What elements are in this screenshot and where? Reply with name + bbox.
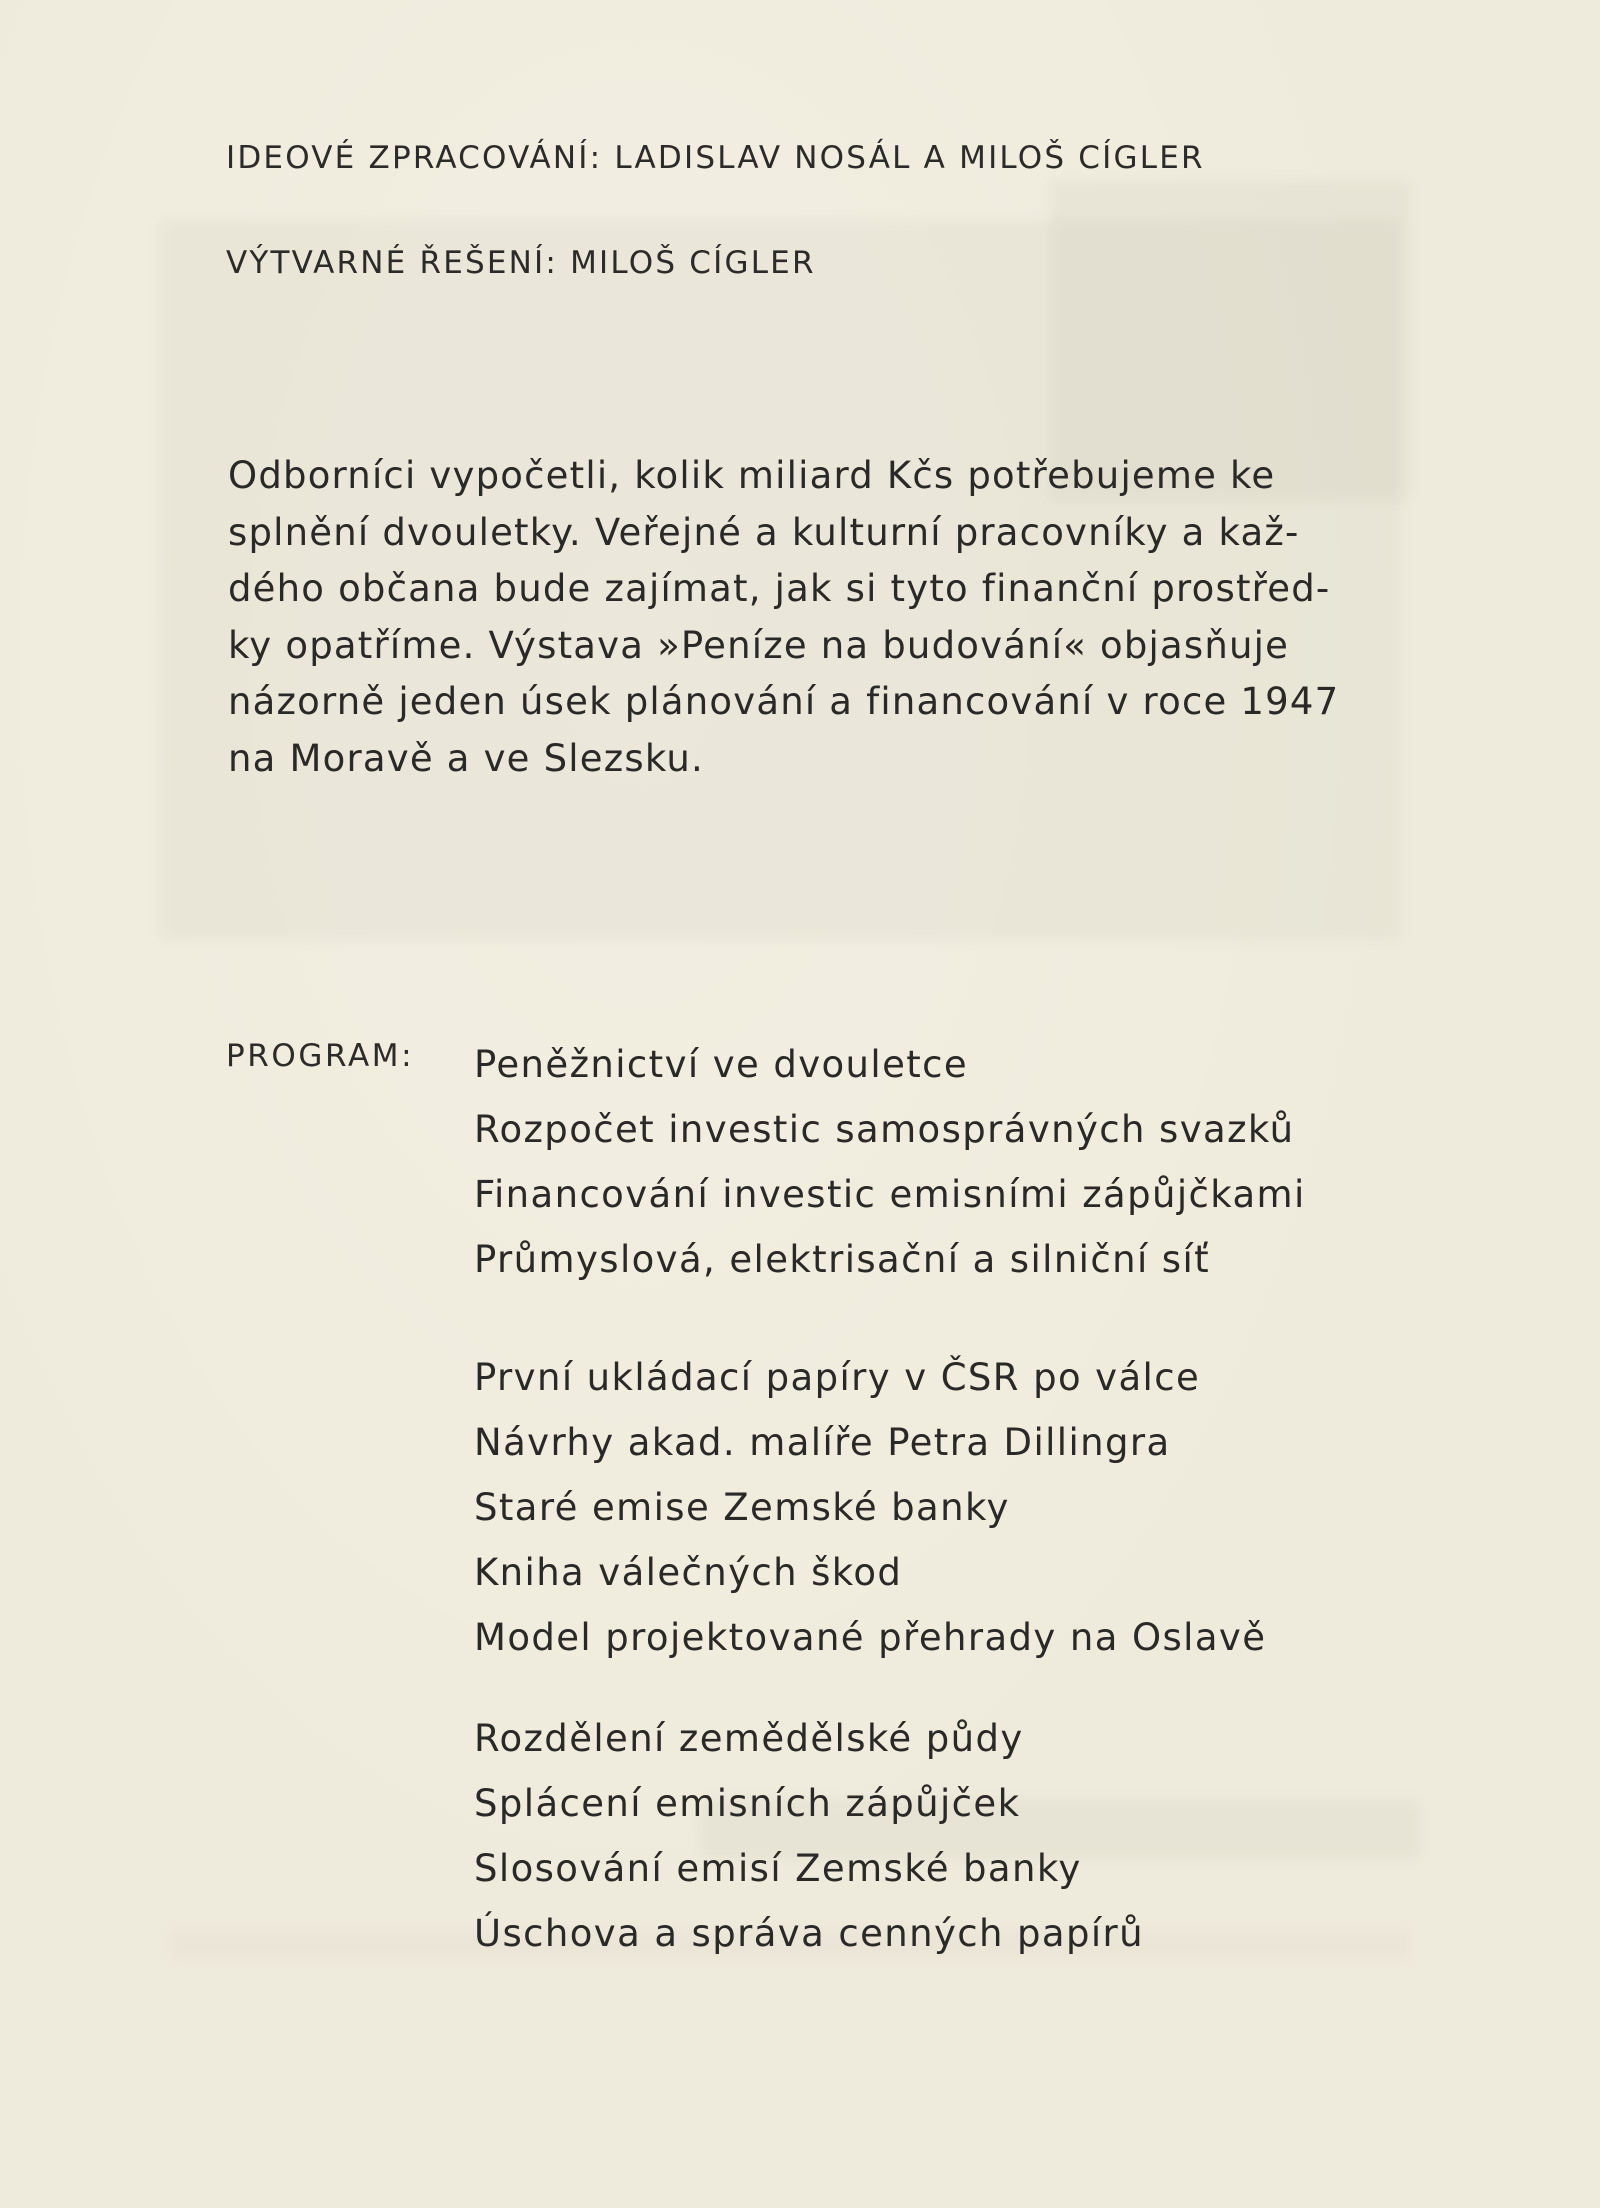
intro-line: Odborníci vypočetli, kolik miliard Kčs potřebujeme ke [228,454,1276,497]
program-item: Rozdělení zemědělské půdy [474,1717,1024,1760]
program-item: Model projektované přehrady na Oslavě [474,1616,1267,1659]
intro-line: dého občana bude zajímat, jak si tyto finanční prostřed- [228,567,1331,610]
program-item: Návrhy akad. malíře Petra Dillingra [474,1421,1171,1464]
program-item: Kniha válečných škod [474,1551,903,1594]
intro-line: splnění dvouletky. Veřejné a kulturní pracovníky a kaž- [228,510,1300,554]
credit-ideas: IDEOVÉ ZPRACOVÁNÍ: LADISLAV NOSÁL A MILOŠ CÍGLER [226,140,1205,176]
program-item: Průmyslová, elektrisační a silniční síť [474,1238,1211,1281]
program-group-1 [474,1032,1306,1292]
program-item: Slosování emisí Zemské banky [474,1847,1082,1890]
intro-paragraph [228,448,1408,787]
program-group-3 [474,1706,1144,1966]
program-item: Splácení emisních zápůjček [474,1782,1021,1825]
program-item: Rozpočet investic samosprávných svazků [474,1108,1295,1151]
intro-line: názorně jeden úsek plánování a financování v roce 1947 [228,680,1340,723]
credit-design: VÝTVARNÉ ŘEŠENÍ: MILOŠ CÍGLER [226,245,816,281]
program-item: První ukládací papíry v ČSR po válce [474,1356,1201,1399]
program-item: Staré emise Zemské banky [474,1486,1010,1529]
intro-line: ky opatříme. Výstava »Peníze na budování« objasňuje [228,623,1290,667]
program-group-2 [474,1345,1266,1670]
program-item: Financování investic emisními zápůjčkami [474,1173,1306,1216]
program-item: Peněžnictví ve dvouletce [474,1043,969,1086]
program-label: PROGRAM: [226,1038,415,1074]
program-item: Úschova a správa cenných papírů [474,1912,1144,1955]
intro-line: na Moravě a ve Slezsku. [228,736,704,780]
